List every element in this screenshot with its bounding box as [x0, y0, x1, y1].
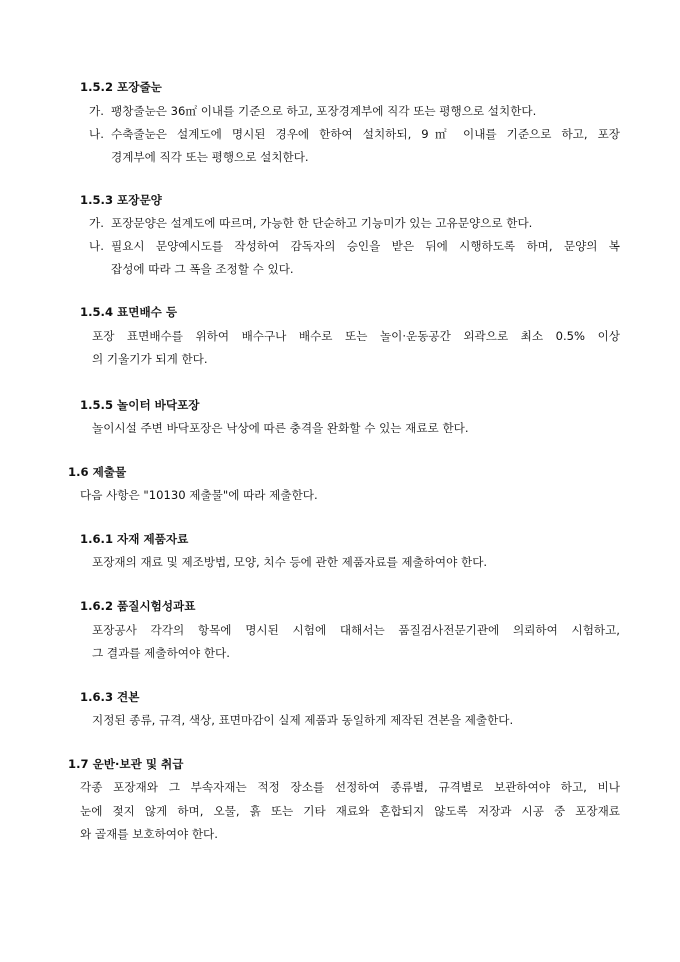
paragraph-line: 필요시 문양예시도를 작성하여 감독자의 승인을 받은 뒤에 시행하도록 하며, 문양의 복 [111, 239, 620, 253]
paragraph-line: 포장공사 각각의 항목에 명시된 시험에 대해서는 품질검사전문기관에 의뢰하여 시험하고, [92, 623, 620, 637]
section-heading: 1.5.2 포장줄눈 [80, 80, 162, 94]
section-heading: 1.5.3 포장문양 [80, 193, 162, 207]
paragraph-line: 와 골재를 보호하여야 한다. [80, 827, 218, 841]
item-marker: 나. [89, 239, 104, 253]
paragraph-line: 잡성에 따라 그 폭을 조정할 수 있다. [111, 262, 294, 276]
paragraph-line: 의 기울기가 되게 한다. [92, 352, 208, 366]
paragraph-line: 포장 표면배수를 위하여 배수구나 배수로 또는 놀이·운동공간 외곽으로 최소 0.5% 이상 [92, 329, 620, 343]
section-heading: 1.5.5 놀이터 바닥포장 [80, 398, 200, 412]
section-heading: 1.6.1 자재 제품자료 [80, 532, 189, 546]
section-heading: 1.6.3 견본 [80, 690, 140, 704]
item-marker: 가. [89, 216, 104, 230]
paragraph-line: 경계부에 직각 또는 평행으로 설치한다. [111, 150, 309, 164]
paragraph-line: 다음 사항은 "10130 제출물"에 따라 제출한다. [80, 488, 318, 502]
item-marker: 나. [89, 127, 104, 141]
paragraph-line: 포장재의 재료 및 제조방법, 모양, 치수 등에 관한 제품자료를 제출하여야 한다. [92, 555, 488, 569]
item-marker: 가. [89, 104, 104, 118]
paragraph-line: 그 결과를 제출하여야 한다. [92, 646, 230, 660]
paragraph-line: 수축줄눈은 설계도에 명시된 경우에 한하여 설치하되, 9㎡ 이내를 기준으로 하고, 포장 [111, 127, 620, 141]
paragraph-line: 포장문양은 설계도에 따르며, 가능한 한 단순하고 기능미가 있는 고유문양으로 한다. [111, 216, 533, 230]
section-heading: 1.6 제출물 [68, 465, 127, 479]
paragraph-line: 놀이시설 주변 바닥포장은 낙상에 따른 충격을 완화할 수 있는 재료로 한다. [92, 421, 469, 435]
paragraph-line: 눈에 젖지 않게 하며, 오물, 흙 또는 기타 재료와 혼합되지 않도록 저장과 시공 중 포장재료 [80, 804, 620, 818]
paragraph-line: 각종 포장재와 그 부속자재는 적정 장소를 선정하여 종류별, 규격별로 보관하여야 하고, 비나 [80, 780, 620, 794]
section-heading: 1.5.4 표면배수 등 [80, 305, 178, 319]
section-heading: 1.7 운반·보관 및 취급 [68, 757, 184, 771]
paragraph-line: 팽창줄눈은 36㎡ 이내를 기준으로 하고, 포장경계부에 직각 또는 평행으로 설치한다. [111, 104, 537, 118]
paragraph-line: 지정된 종류, 규격, 색상, 표면마감이 실제 제품과 동일하게 제작된 견본을 제출한다. [92, 713, 514, 727]
section-heading: 1.6.2 품질시험성과표 [80, 599, 196, 613]
